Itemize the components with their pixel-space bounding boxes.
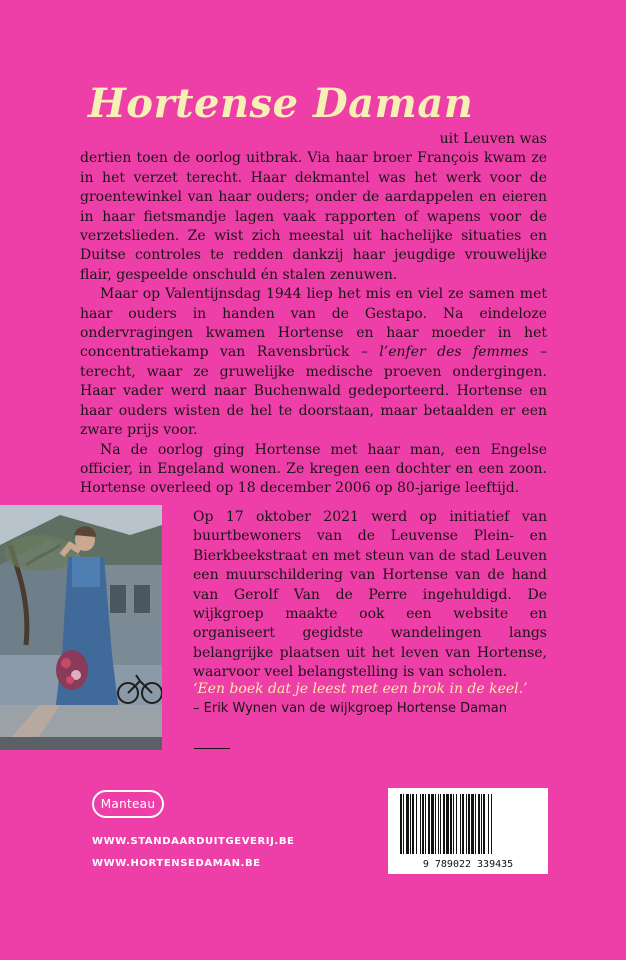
- back-cover-text: [80, 130, 547, 499]
- barcode-bar: [425, 794, 426, 854]
- barcode-bar: [438, 794, 439, 854]
- barcode-bar: [420, 794, 421, 854]
- divider: [194, 748, 230, 749]
- paragraph-2-part-a: Maar op Valentijnsdag 1944 liep het mis en viel ze samen met haar ouders in handen van de Gestapo. Na eindeloze ondervragingen kwamen Hortense en haar moeder in het concentratiekamp van Ravensbrück –: [80, 286, 547, 361]
- barcode-bar: [468, 794, 470, 854]
- barcode-bar: [450, 794, 452, 854]
- barcode-bar: [446, 794, 449, 854]
- paragraph-2: [80, 285, 547, 440]
- publisher-logo: [92, 790, 164, 818]
- barcode-bar: [400, 794, 402, 854]
- barcode-bar: [431, 794, 434, 854]
- barcode-bar: [483, 794, 485, 854]
- barcode-bar: [428, 794, 430, 854]
- isbn-number: 9 789022 339435: [422, 859, 514, 870]
- barcode: [388, 788, 548, 874]
- barcode-bar: [460, 794, 461, 854]
- quote-text: ‘Een boek dat je leest met een brok in de keel.’: [193, 681, 528, 697]
- book-title: Hortense Daman: [88, 80, 474, 127]
- barcode-bar: [435, 794, 436, 854]
- paragraph-2-part-b: – terecht, waar ze gruwelijke medische proeven ondergingen. Haar vader werd naar Buchenwald gedeporteerd. Hortense en haar ouders wisten de hel te doorstaan, maar betaalden er een zware prijs voor.: [80, 344, 547, 439]
- barcode-bar: [466, 794, 467, 854]
- mural-paragraph: [193, 508, 547, 683]
- barcode-bar: [453, 794, 454, 854]
- barcode-bar: [412, 794, 414, 854]
- paragraph-4: Op 17 oktober 2021 werd op initiatief van buurtbewoners van de Leuvense Plein- en Bierkbeekstraat en met steun van de stad Leuven een muurschildering van Hortense van de hand van Gerolf Van de Perre ingehuldigd. De wijkgroep maakte ook een website en organiseert gegidste wandelingen langs belangrijke plaatsen uit het leven van Hortense, waarvoor veel belangstelling is van scholen.: [193, 509, 547, 681]
- barcode-bar: [456, 794, 457, 854]
- publisher-logo-text: Manteau: [100, 797, 156, 811]
- barcode-bar: [406, 794, 409, 854]
- barcode-bar: [488, 794, 489, 854]
- quote-author: – Erik Wynen van de wijkgroep Hortense Daman: [193, 701, 507, 716]
- barcode-bar: [440, 794, 441, 854]
- barcode-bar: [478, 794, 480, 854]
- barcode-bar: [491, 794, 492, 854]
- intro-paragraph: [80, 130, 547, 285]
- paragraph-2-italic: l’enfer des femmes: [379, 344, 529, 361]
- barcode-bar: [403, 794, 404, 854]
- paragraph-3: Na de oorlog ging Hortense met haar man, een Engelse officier, in Engeland wonen. Ze kregen een dochter en een zoon. Hortense overleed op 18 december 2006 op 80-jarige leeftijd.: [80, 441, 547, 497]
- barcode-bar: [475, 794, 476, 854]
- title-continuation: uit Leuven was: [439, 131, 547, 147]
- publisher-url[interactable]: WWW.STANDAARDUITGEVERIJ.BE: [92, 836, 295, 847]
- intro-text: dertien toen de oorlog uitbrak. Via haar broer François kwam ze in het verzet terecht. Haar dekmantel was het werk voor de groentewinkel van haar ouders; onder de aardappelen en eieren in haar fietsmandje lagen vaak rapporten of wapens voor de verzetslieden. Ze wist zich meestal uit hachelijke situaties en Duitse controles te redden dankzij haar jeugdige vrouwelijke flair, gespeelde onschuld én stalen zenuwen.: [80, 150, 547, 283]
- barcode-bar: [443, 794, 445, 854]
- barcode-bar: [481, 794, 482, 854]
- barcode-bar: [410, 794, 411, 854]
- barcode-bar: [416, 794, 417, 854]
- barcode-bars: [388, 788, 548, 858]
- mural-photo: [0, 505, 162, 750]
- barcode-bar: [462, 794, 464, 854]
- barcode-bar: [471, 794, 474, 854]
- review-quote: [193, 680, 553, 718]
- book-url[interactable]: WWW.HORTENSEDAMAN.BE: [92, 858, 261, 869]
- barcode-bar: [422, 794, 424, 854]
